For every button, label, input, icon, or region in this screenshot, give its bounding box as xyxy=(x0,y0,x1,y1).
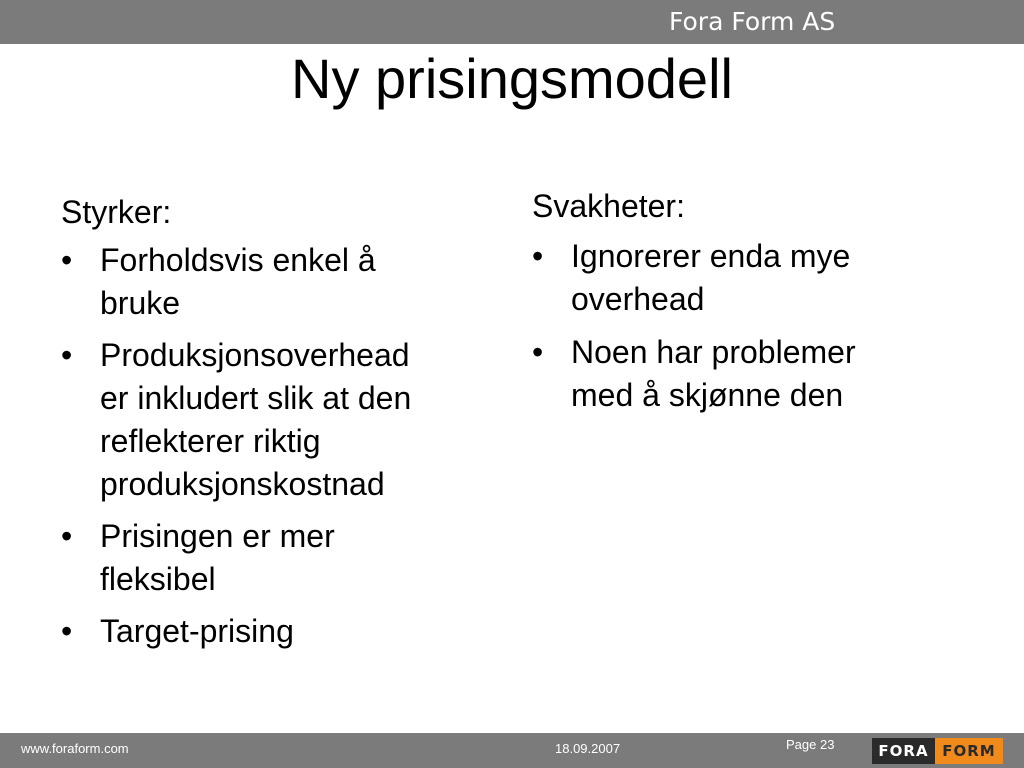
weaknesses-heading: Svakheter: xyxy=(532,188,685,224)
list-item-line: fleksibel xyxy=(100,561,216,597)
list-item-line: produksjonskostnad xyxy=(100,466,385,502)
bullet-marker: • xyxy=(61,613,73,649)
list-item-line: overhead xyxy=(571,281,705,317)
list-item-line: Produksjonsoverhead xyxy=(100,337,410,373)
list-item-line: bruke xyxy=(100,285,181,321)
footer-bar xyxy=(0,733,1024,768)
list-item-line: reflekterer riktig xyxy=(100,423,321,459)
list-item-line: Prisingen er mer xyxy=(100,518,335,554)
slide-title: Ny prisingsmodell xyxy=(291,47,733,110)
logo-fora-text: FORA xyxy=(872,738,935,764)
list-item-line: Noen har problemer xyxy=(571,334,856,370)
list-item-line: Target-prising xyxy=(100,613,294,649)
bullet-marker: • xyxy=(61,242,73,278)
logo-form-text: FORM xyxy=(935,738,1003,764)
weaknesses-column xyxy=(532,185,952,427)
bullet-marker: • xyxy=(61,518,73,554)
fora-form-logo xyxy=(872,738,1003,764)
strengths-column xyxy=(61,191,501,662)
list-item xyxy=(61,610,501,653)
list-item xyxy=(61,515,501,601)
list-item-line: Ignorerer enda mye xyxy=(571,238,851,274)
strengths-list xyxy=(61,239,501,653)
header-bar xyxy=(0,0,1024,44)
bullet-marker: • xyxy=(61,337,73,373)
footer-url[interactable]: www.foraform.com xyxy=(21,741,129,756)
page-number: Page 23 xyxy=(786,737,835,752)
list-item-line: er inkludert slik at den xyxy=(100,380,412,416)
footer-date: 18.09.2007 xyxy=(555,741,621,756)
list-item xyxy=(532,331,952,417)
weaknesses-list xyxy=(532,235,952,417)
list-item xyxy=(61,239,501,325)
list-item-line: med å skjønne den xyxy=(571,377,844,413)
bullet-marker: • xyxy=(532,334,544,370)
list-item xyxy=(532,235,952,321)
company-name: Fora Form AS xyxy=(669,7,836,36)
list-item xyxy=(61,334,501,506)
list-item-line: Forholdsvis enkel å xyxy=(100,242,376,278)
bullet-marker: • xyxy=(532,238,544,274)
strengths-heading: Styrker: xyxy=(61,194,172,230)
